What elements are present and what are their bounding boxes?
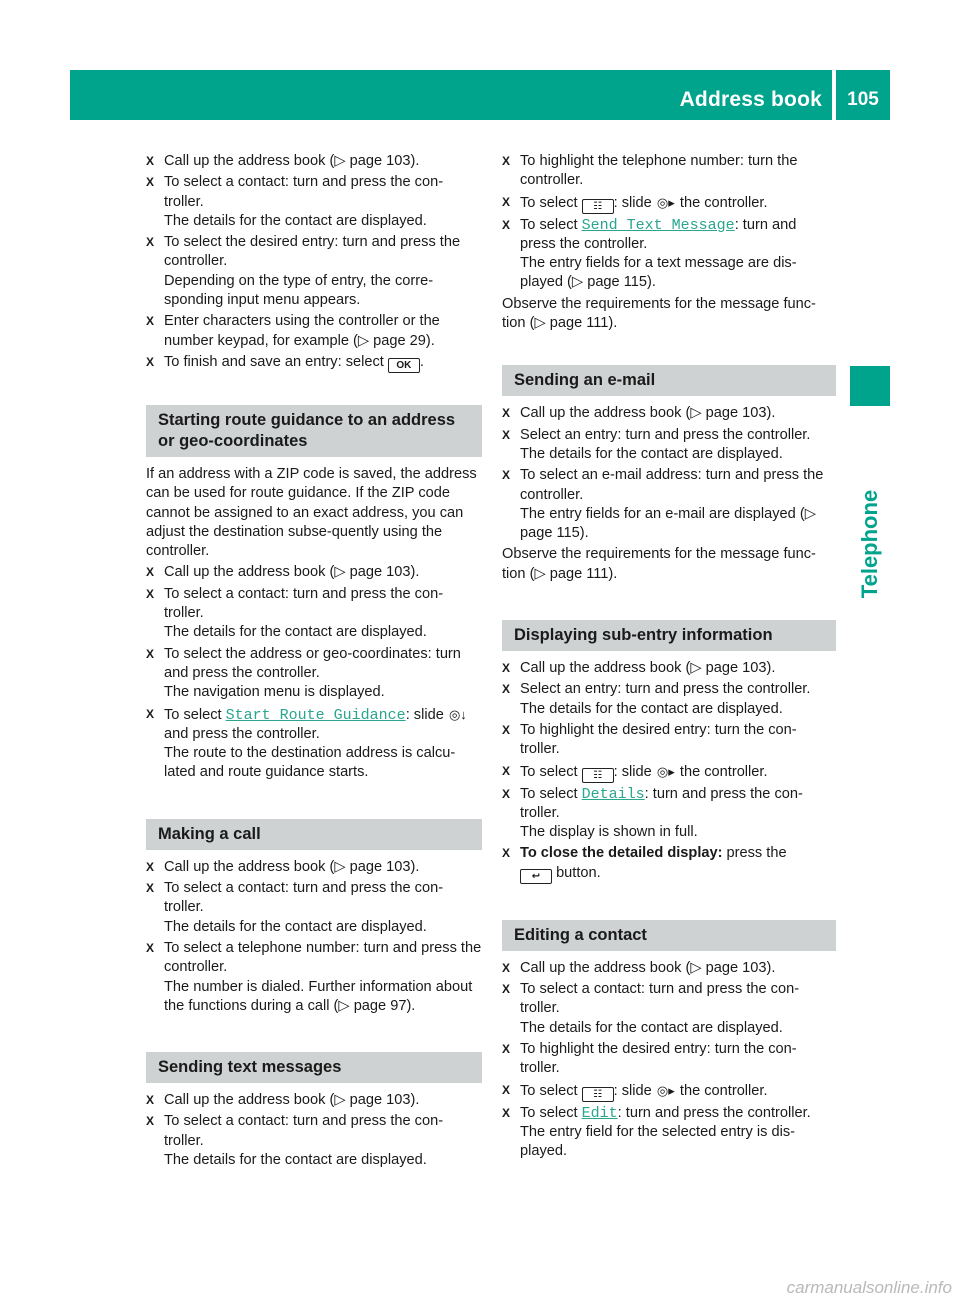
step-arrow-icon: X	[502, 468, 511, 483]
list-item: X To select ☷ : slide ◎▸ the controller.	[502, 194, 768, 212]
section-heading: Displaying sub-entry information	[502, 620, 836, 651]
step-arrow-icon: X	[502, 682, 511, 697]
phone-book-icon: ☷	[582, 768, 614, 783]
menu-item-details: Details	[581, 785, 645, 803]
step-arrow-icon: X	[146, 354, 155, 369]
paragraph: Observe the requirements for the message func-tion (▷ page 111).	[502, 546, 816, 582]
list-item: X Select an entry: turn and press the controller. The details for the contact are displayed.	[502, 681, 811, 717]
list-item: X Call up the address book (▷ page 103).	[502, 959, 836, 978]
list-item: X Call up the address book (▷ page 103).	[146, 1091, 482, 1110]
controller-slide-right-icon: ◎▸	[656, 1082, 675, 1098]
list-item: X To select a contact: turn and press the con-troller. The details for the contact are displayed.	[502, 981, 800, 1036]
page-number: 105	[847, 89, 879, 110]
list-item: X To select Start Route Guidance: slide ◎↓ and press the controller. The route to the destination address is calcu-lated and route guidance starts.	[146, 706, 467, 781]
step-arrow-icon: X	[146, 1093, 155, 1108]
list-item: X To select a telephone number: turn and press the controller. The number is dialed. Further information about the functions during a call (▷ page 97).	[146, 939, 482, 1014]
list-item: X Call up the address book (▷ page 103).	[502, 404, 836, 423]
section-heading: Editing a contact	[502, 920, 836, 951]
list-item: X To close the detailed display: press the ↩ button.	[502, 845, 787, 882]
list-item: X To finish and save an entry: select OK .	[146, 353, 424, 371]
step-arrow-icon: X	[502, 960, 511, 975]
list-item: X To select a contact: turn and press the con-troller. The details for the contact are displayed.	[146, 1113, 444, 1168]
list-item: X Call up the address book (▷ page 103).	[146, 563, 482, 582]
list-item: X To select an e-mail address: turn and press the controller. The entry fields for an e-mail are displayed (▷ page 115).	[502, 467, 824, 542]
list-item: X To select a contact: turn and press the con-troller. The details for the contact are displayed.	[146, 880, 444, 935]
page-number-box	[836, 70, 890, 120]
list-item: X To select a contact: turn and press the con-troller. The details for the contact are displayed.	[146, 174, 444, 229]
step-arrow-icon: X	[502, 427, 511, 442]
step-arrow-icon: X	[502, 194, 511, 209]
step-arrow-icon: X	[146, 1114, 155, 1129]
list-item: X To select the desired entry: turn and press the controller. Depending on the type of entry, the corre-sponding input menu appears.	[146, 234, 461, 309]
list-item: X To select Send Text Message: turn and press the controller. The entry fields for a text message are dis-played (▷ page 115).	[502, 216, 797, 291]
step-arrow-icon: X	[502, 722, 511, 737]
phone-book-icon: ☷	[582, 1087, 614, 1102]
page-title: Address book	[679, 88, 822, 111]
step-arrow-icon: X	[146, 586, 155, 601]
menu-item-send-text-message: Send Text Message	[581, 216, 735, 234]
list-item: X Enter characters using the controller or the number keypad, for example (▷ page 29).	[146, 313, 440, 349]
section-heading: Sending an e-mail	[502, 365, 836, 396]
step-arrow-icon: X	[146, 646, 155, 661]
step-arrow-icon: X	[146, 706, 155, 721]
ok-icon: OK	[388, 358, 420, 373]
step-arrow-icon: X	[502, 661, 511, 676]
list-item: X To select Details: turn and press the con-troller. The display is shown in full.	[502, 785, 803, 841]
controller-slide-right-icon: ◎▸	[656, 194, 675, 210]
step-arrow-icon: X	[502, 763, 511, 778]
list-item: X To select a contact: turn and press the con-troller. The details for the contact are displayed.	[146, 585, 444, 641]
controller-slide-right-icon: ◎▸	[656, 763, 675, 779]
list-item: X Call up the address book (▷ page 103).	[502, 659, 836, 678]
step-arrow-icon: X	[146, 859, 155, 874]
step-arrow-icon: X	[502, 406, 511, 421]
list-item: X To select ☷ : slide ◎▸ the controller.	[502, 763, 768, 781]
back-button-icon: ↩	[520, 869, 552, 884]
right-column	[502, 152, 836, 1163]
paragraph: If an address with a ZIP code is saved, the address can be used for route guidance. If the ZIP code cannot be assigned to an exact address, you can adjust the destination subse-quently using the controller.	[146, 465, 477, 560]
step-arrow-icon: X	[502, 154, 511, 168]
step-arrow-icon: X	[502, 786, 511, 801]
left-column	[146, 152, 482, 1172]
step-arrow-icon: X	[146, 940, 155, 955]
section-heading: Starting route guidance to an address or geo-coordinates	[146, 405, 482, 457]
list-item: X To highlight the telephone number: turn the controller.	[502, 153, 798, 189]
step-arrow-icon: X	[146, 235, 155, 250]
step-arrow-icon: X	[146, 314, 155, 329]
phone-book-icon: ☷	[582, 199, 614, 214]
list-item: X Call up the address book (▷ page 103).	[146, 152, 482, 171]
step-arrow-icon: X	[502, 982, 511, 997]
menu-item-edit: Edit	[581, 1104, 618, 1122]
list-item: X To highlight the desired entry: turn the con-troller.	[502, 721, 797, 758]
paragraph: Observe the requirements for the message func-tion (▷ page 111).	[502, 295, 816, 332]
step-arrow-icon: X	[502, 1041, 511, 1056]
step-arrow-icon: X	[502, 1105, 511, 1120]
side-tab-label: Telephone	[857, 489, 882, 599]
step-arrow-icon: X	[146, 175, 155, 190]
list-item: X To highlight the desired entry: turn the con-troller.	[502, 1040, 797, 1077]
section-heading: Sending text messages	[146, 1052, 482, 1083]
step-arrow-icon: X	[146, 154, 155, 168]
list-item: X Select an entry: turn and press the controller. The details for the contact are displayed.	[502, 426, 811, 462]
list-item: X Call up the address book (▷ page 103).	[146, 858, 482, 877]
watermark: carmanualsonline.info	[786, 1278, 952, 1297]
step-arrow-icon: X	[502, 1082, 511, 1097]
step-arrow-icon: X	[146, 565, 155, 580]
list-item: X To select Edit: turn and press the controller. The entry field for the selected entry is dis-played.	[502, 1104, 811, 1160]
menu-item-start-route-guidance: Start Route Guidance	[225, 706, 406, 724]
step-arrow-icon: X	[502, 846, 511, 861]
step-arrow-icon: X	[146, 881, 155, 896]
step-arrow-icon: X	[502, 217, 511, 232]
list-item: X To select the address or geo-coordinates: turn and press the controller. The navigation menu is displayed.	[146, 645, 461, 701]
section-heading: Making a call	[146, 819, 482, 850]
controller-slide-down-icon: ◎↓	[448, 706, 467, 722]
list-item: X To select ☷ : slide ◎▸ the controller.	[502, 1082, 768, 1100]
